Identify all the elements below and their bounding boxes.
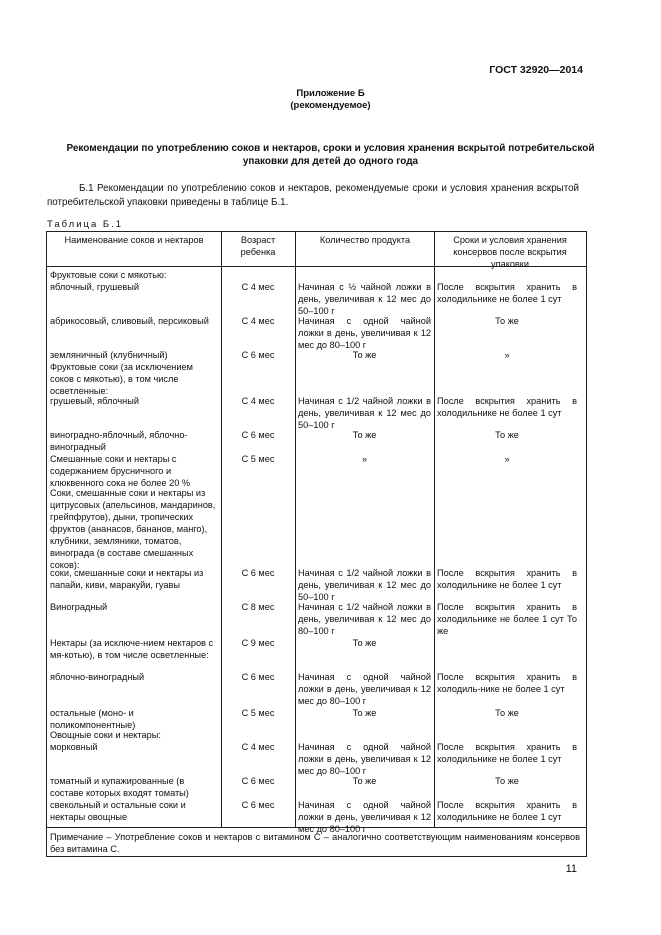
row-age: С 6 мес	[241, 430, 275, 440]
row-name: земляничный (клубничный)	[50, 350, 168, 360]
row-age: С 4 мес	[241, 282, 275, 292]
row-quantity: Начиная с одной чайной ложки в день, увеличивая к 12 мес до 80–100 г	[298, 316, 431, 350]
row-storage: После вскрытия хранить в холодиль-нике не более 1 сут	[437, 672, 577, 694]
row-name: Фруктовые соки (за исключением соков с мякотью), в том числе осветленные:	[50, 362, 193, 396]
row-quantity: То же	[352, 350, 377, 360]
row-name: яблочный, грушевый	[50, 282, 139, 292]
row-age: С 8 мес	[241, 602, 275, 612]
row-storage: То же	[495, 316, 519, 326]
appendix-subtitle: (рекомендуемое)	[290, 100, 371, 111]
row-quantity: То же	[352, 430, 377, 440]
row-age: С 6 мес	[241, 350, 275, 360]
row-quantity: То же	[352, 638, 377, 648]
row-name: Фруктовые соки с мякотью:	[50, 270, 167, 280]
row-storage: После вскрытия хранить в холодильнике не более 1 сут То же	[437, 602, 577, 636]
row-age: С 4 мес	[241, 316, 275, 326]
row-storage: »	[504, 350, 510, 360]
table-caption: Таблица Б.1	[47, 219, 124, 230]
row-storage: То же	[495, 776, 519, 786]
row-age: С 6 мес	[241, 568, 275, 578]
row-name: томатный и купажированные (в составе которых входят томаты)	[50, 776, 189, 798]
row-storage: После вскрытия хранить в холодильнике не более 1 сут	[437, 396, 577, 418]
row-age: С 9 мес	[241, 638, 275, 648]
row-storage: То же	[495, 708, 519, 718]
row-name: свекольный и остальные соки и нектары овощные	[50, 800, 186, 822]
row-quantity: Начиная с 1/2 чайной ложки в день, увеличивая к 12 мес до 80–100 г	[298, 602, 431, 636]
row-age: С 4 мес	[241, 742, 275, 752]
row-name: грушевый, яблочный	[50, 396, 139, 406]
row-name: морковный	[50, 742, 98, 752]
appendix-title: Приложение Б	[296, 88, 365, 99]
row-age: С 6 мес	[241, 776, 275, 786]
row-name: виноградно-яблочный, яблочно-виноградный	[50, 430, 188, 452]
row-quantity: Начиная с 1/2 чайной ложки в день, увеличивая к 12 мес до 50–100 г	[298, 568, 431, 602]
row-storage: То же	[495, 430, 519, 440]
header-age: Возраст ребенка	[240, 235, 276, 257]
header-name: Наименование соков и нектаров	[64, 235, 204, 245]
row-name: абрикосовый, сливовый, персиковый	[50, 316, 209, 326]
row-name: яблочно-виноградный	[50, 672, 145, 682]
header-storage: Сроки и условия хранения консервов после вскрытия упаковки	[453, 235, 567, 269]
header-quantity: Количество продукта	[319, 235, 411, 245]
row-name: Овощные соки и нектары:	[50, 730, 161, 740]
row-storage: После вскрытия хранить в холодильнике не более 1 сут	[437, 282, 577, 304]
row-name: Виноградный	[50, 602, 108, 612]
row-name: Смешанные соки и нектары с содержанием брусничного и клюквенного сока не более 20 %	[50, 454, 191, 488]
juice-table	[46, 231, 587, 857]
row-storage: После вскрытия хранить в холодильнике не более 1 сут	[437, 800, 577, 822]
row-name: соки, смешанные соки и нектары из папайи, киви, маракуйи, гуавы	[50, 568, 204, 590]
row-name: Нектары (за исключе-нием нектаров с мя-котью), в том числе осветленные:	[50, 638, 214, 660]
row-quantity: Начиная с ½ чайной ложки в день, увеличивая к 12 мес до 50–100 г	[298, 282, 431, 316]
row-storage: После вскрытия хранить в холодильнике не более 1 сут	[437, 568, 577, 590]
row-quantity: Начиная с одной чайной ложки в день, увеличивая к 12 мес до 80–100 г	[298, 800, 431, 834]
document-code: ГОСТ 32920—2014	[489, 64, 583, 76]
row-quantity: То же	[352, 776, 377, 786]
row-quantity: Начиная с одной чайной ложки в день, увеличивая к 12 мес до 80–100 г	[298, 742, 431, 776]
row-storage: »	[504, 454, 510, 464]
row-age: С 5 мес	[241, 454, 275, 464]
row-name: Соки, смешанные соки и нектары из цитрусовых (апельсинов, мандаринов, грейпфрутов), дыни, тропических фруктов (ананасов, бананов, манго), клубники, земляники, томатов, винограда (в составе смешанных соков):	[50, 488, 216, 570]
row-age: С 4 мес	[241, 396, 275, 406]
page-number: 11	[565, 863, 577, 875]
row-age: С 6 мес	[241, 800, 275, 810]
row-name: остальные (моно- и поликомпонентные)	[50, 708, 136, 730]
appendix-header	[0, 88, 661, 112]
section-heading: Рекомендации по употреблению соков и нектаров, сроки и условия хранения вскрытой потребительской упаковки для детей до одного года	[66, 143, 595, 167]
row-age: С 6 мес	[241, 672, 275, 682]
row-quantity: Начиная с 1/2 чайной ложки в день, увеличивая к 12 мес до 50–100 г	[298, 396, 431, 430]
row-quantity: »	[361, 454, 368, 464]
table-note: Примечание – Употребление соков и нектаров с витамином С – аналогично соответствующим наименованиям консервов без витамина С.	[50, 832, 580, 854]
row-quantity: То же	[352, 708, 377, 718]
row-age: С 5 мес	[241, 708, 275, 718]
row-storage: После вскрытия хранить в холодильнике не более 1 сут	[437, 742, 577, 764]
intro-paragraph: Б.1 Рекомендации по употреблению соков и нектаров, рекомендуемые сроки и условия хранения вскрытой потребительской упаковки приведены в таблице Б.1.	[47, 183, 579, 208]
row-quantity: Начиная с одной чайной ложки в день, увеличивая к 12 мес до 80–100 г	[298, 672, 431, 706]
